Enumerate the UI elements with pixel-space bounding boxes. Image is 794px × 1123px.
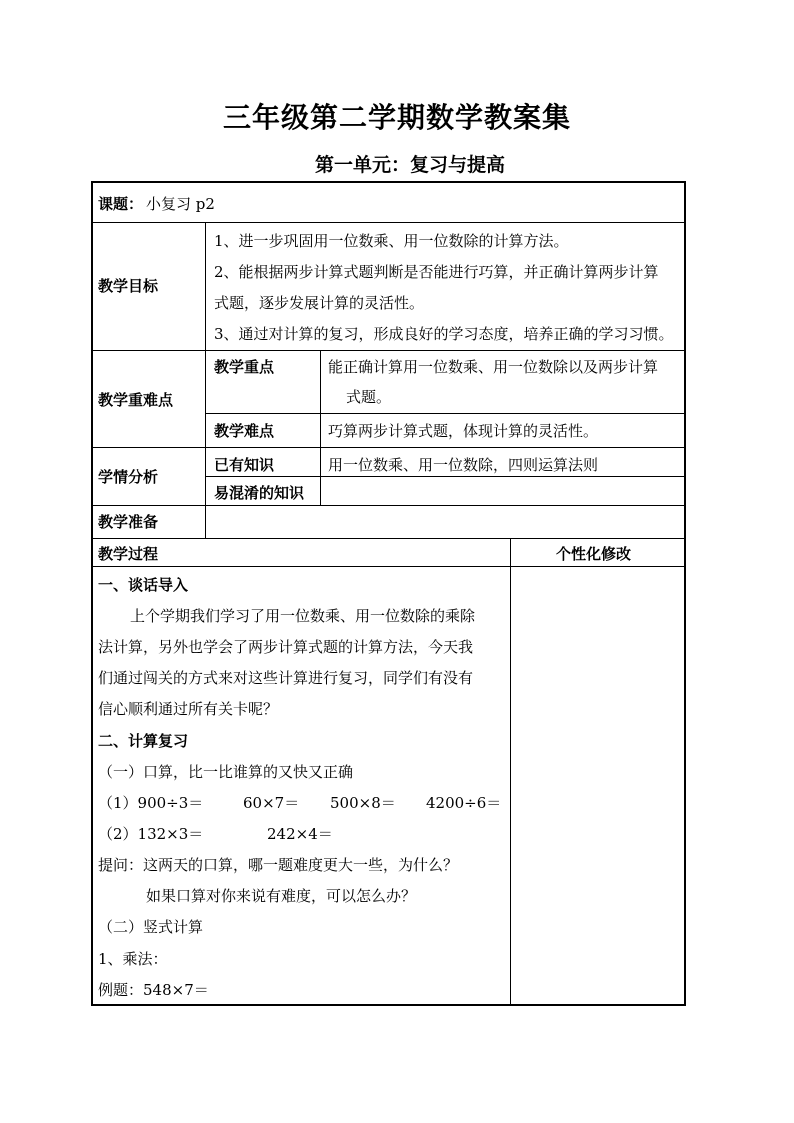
known-knowledge-text: 用一位数乘、用一位数除，四则运算法则 (328, 456, 599, 474)
objective-line: 式题，逐步发展计算的灵活性。 (214, 294, 425, 312)
objective-line: 2、能根据两步计算式题判断是否能进行巧算，并正确计算两步计算 (214, 263, 659, 281)
question-line: 如果口算对你来说有难度，可以怎么办？ (146, 887, 417, 905)
preparation-label: 教学准备 (98, 513, 159, 531)
difficult-point-label: 教学难点 (214, 422, 275, 440)
process-label: 教学过程 (98, 545, 159, 563)
column-divider (510, 538, 511, 1006)
paragraph-line: 法计算，另外也学会了两步计算式题的计算方法，今天我 (98, 638, 474, 656)
objective-line: 1、进一步巩固用一位数乘、用一位数除的计算方法。 (214, 232, 569, 250)
analysis-label: 学情分析 (98, 468, 159, 486)
row-divider (91, 447, 686, 448)
column-divider (205, 222, 206, 538)
difficult-point-text: 巧算两步计算式题，体现计算的灵活性。 (328, 422, 599, 440)
known-knowledge-label: 已有知识 (214, 456, 275, 474)
paragraph-line: 信心顺利通过所有关卡呢？ (98, 700, 279, 718)
question-line: 提问：这两天的口算，哪一题难度更大一些，为什么？ (98, 856, 459, 874)
subsection-heading: （二）竖式计算 (98, 918, 204, 936)
row-divider (91, 222, 686, 223)
section-heading: 二、计算复习 (98, 732, 189, 750)
math-exercise: 4200÷6＝ (426, 794, 502, 812)
unit-subtitle: 第一单元：复习与提高 (314, 154, 505, 176)
row-divider (205, 413, 686, 414)
example-problem: 例题：548×7＝ (98, 981, 209, 999)
confusing-knowledge-label: 易混淆的知识 (214, 484, 305, 502)
key-difficult-label: 教学重难点 (98, 391, 174, 409)
row-divider (91, 538, 686, 539)
row-divider (205, 476, 686, 477)
page-title: 三年级第二学期数学教案集 (222, 101, 571, 134)
personal-revision-label: 个性化修改 (556, 545, 632, 563)
column-divider (320, 350, 321, 505)
objective-line: 3、通过对计算的复习，形成良好的学习态度，培养正确的学习习惯。 (214, 325, 674, 343)
math-exercise: 500×8＝ (330, 794, 396, 812)
paragraph-line: 们通过闯关的方式来对这些计算进行复习，同学们有没有 (98, 669, 474, 687)
key-point-text: 式题。 (346, 388, 392, 406)
key-point-label: 教学重点 (214, 358, 275, 376)
objectives-label: 教学目标 (98, 277, 159, 295)
row-divider (91, 505, 686, 506)
math-exercise: 242×4＝ (267, 825, 333, 843)
lesson-label: 课题： (98, 195, 144, 213)
paragraph-line: 上个学期我们学习了用一位数乘、用一位数除的乘除 (130, 607, 476, 625)
math-exercise: （1）900÷3＝ (98, 794, 204, 812)
row-divider (91, 566, 686, 567)
section-heading: 一、谈话导入 (98, 576, 189, 594)
math-exercise: 60×7＝ (243, 794, 300, 812)
subsection-heading: 1、乘法： (98, 950, 168, 968)
subsection-heading: （一）口算，比一比谁算的又快又正确 (98, 763, 354, 781)
key-point-text: 能正确计算用一位数乘、用一位数除以及两步计算 (328, 358, 659, 376)
row-divider (91, 350, 686, 351)
math-exercise: （2）132×3＝ (98, 825, 204, 843)
lesson-title: 小复习 p2 (146, 195, 215, 213)
